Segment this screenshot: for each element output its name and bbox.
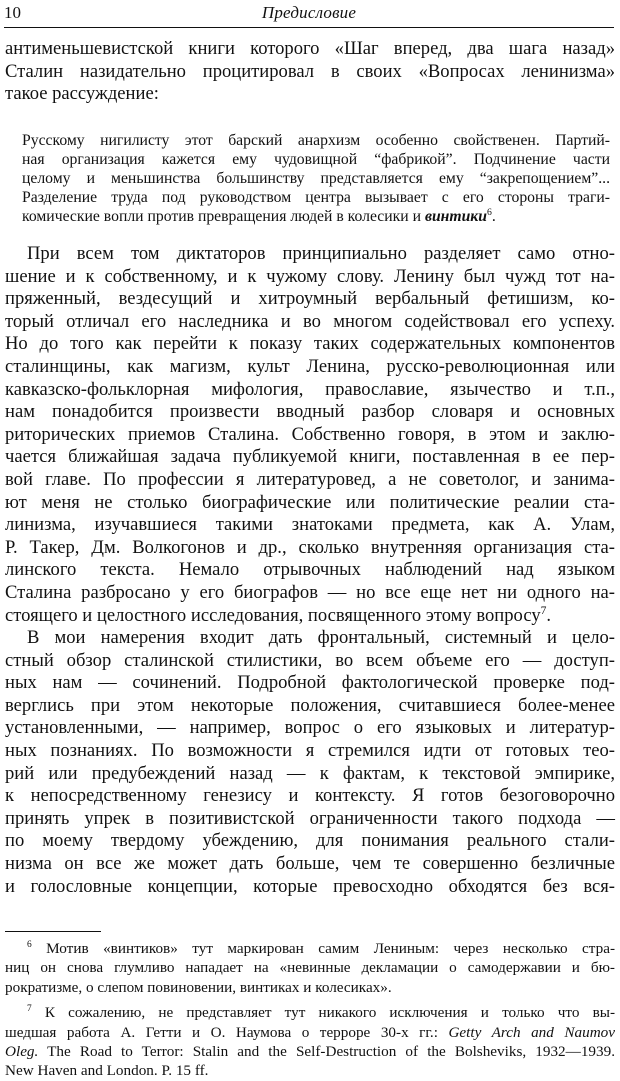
text-line: нам понадобится произвести вводный разбор словаря и основных (5, 401, 615, 423)
text-line: вой главе. По профессии я литературовед, а не советолог, и занима- (5, 468, 615, 490)
text-line: принять упрек в позитивистской ограниченности такого подхода — (5, 807, 615, 829)
text-line: кавказско-фольклорная мифология, православие, язычество и т.п., (5, 378, 615, 400)
running-title: Предисловие (261, 3, 357, 22)
quote-line (22, 207, 610, 226)
footnote-line: ниц он снова глумливо нападает на «невинные декламации о самодержавии и бю- (5, 959, 615, 977)
footnote-authors: Oleg. (5, 1043, 39, 1061)
lead-paragraph (5, 38, 615, 106)
quote-line: Русскому нигилисту этот барский анархизм особенно свойственен. Партий- (22, 132, 610, 149)
footnote-ref-6[interactable]: 6 (486, 206, 492, 218)
text-line: При всем том диктаторов принципиально разделяет само отно- (27, 243, 615, 264)
text-line: линизма, изучавшиеся такими знатоками предмета, как А. Улам, (5, 514, 615, 536)
footnote-ref-7[interactable]: 7 (540, 604, 547, 617)
footnote-line: рократизме, о слепом повиновении, винтиках и колесиках». (5, 978, 392, 996)
footnote-authors: Getty Arch and Naumov (448, 1023, 615, 1041)
footnote-rule (5, 931, 101, 932)
text-line: Сталин назидательно процитировал в своих «Вопросах ленинизма» (5, 60, 615, 82)
text-line: Р. Такер, Дм. Волкогонов и др., сколько внутренняя организация ста- (5, 536, 615, 558)
quote-period: . (491, 208, 496, 225)
page-header (4, 0, 614, 26)
text-line: пряженный, вездесущий и хитроумный вербальный фетишизм, ко- (5, 288, 615, 310)
footnote-text: К сожалению, не представляет тут никакого исключения и только что вы- (31, 1004, 615, 1022)
footnote-line (5, 939, 615, 958)
quote-line: целому и меньшинства большинству представляется ему “закрепощением”... (22, 170, 610, 187)
page-number: 10 (4, 3, 21, 22)
text-line: антименьшевистской книги которого «Шаг вперед, два шага назад» (5, 38, 615, 59)
footnote-6 (5, 939, 615, 997)
footnote-marker: 6 (27, 939, 32, 950)
text-line: риторических приемов Сталина. Собственно говоря, в этом и заклю- (5, 423, 615, 445)
text-line: линского текста. Немало отрывочных наблюдений над языком (5, 559, 615, 581)
text-line: к непосредственному генезису и контексту. Я готов безоговорочно (5, 785, 615, 807)
text-line: ных познаниях. По возможности я стремился идти от готовых тео- (5, 740, 615, 762)
text-line: стный обзор сталинской стилистики, во всем объеме его — доступ- (5, 649, 615, 671)
footnote-line (5, 1003, 615, 1022)
text-line: такое рассуждение: (5, 83, 159, 105)
footnote-line (5, 1042, 615, 1061)
footnote-text: The Road to Terror: Stalin and the Self-Destruction of the Bolsheviks, 1932—1939. (38, 1043, 615, 1061)
footnote-line: New Haven and London. P. 15 ff. (5, 1062, 209, 1080)
quote-emphasis: винтики (424, 208, 487, 225)
header-rule (4, 27, 614, 28)
footnote-7 (5, 1003, 615, 1081)
text-line: рий или предубеждений назад — к фактам, к текстовой эмпирике, (5, 762, 615, 784)
footnote-line (5, 1023, 615, 1042)
text-line: по моему твердому убеждению, для понимания реального стали- (5, 830, 615, 852)
paragraph-1 (5, 243, 615, 627)
text-line: и голословные концепции, которые превосходно обходятся без вся- (5, 875, 615, 897)
footnote-marker: 7 (27, 1004, 32, 1015)
text-line: верглись при этом некоторые положения, считавшиеся более-менее (5, 694, 615, 716)
text-line: Сталина разбросано у его биографов — но все еще нет ни одного на- (5, 581, 615, 603)
text-line: установленными, — например, вопрос о его языковых и литератур- (5, 717, 615, 739)
text-line: шение и к собственному, и к чужому слову. Ленину был чужд тот на- (5, 265, 615, 287)
quote-line: ная организация кажется ему чудовищной “фабрикой”. Подчинение части (22, 151, 610, 168)
text-line (5, 605, 615, 628)
footnotes (5, 939, 615, 1081)
text-fragment: стоящего и целостного исследования, посвященного этому вопросу (5, 604, 541, 626)
main-text (5, 243, 615, 898)
text-line: В мои намерения входит дать фронтальный, системный и цело- (27, 627, 615, 649)
text-line: сталинщины, как магизм, культ Ленина, русско-революционная или (5, 355, 615, 377)
text-line: чается ближайшая задача публикуемой книги, поставленная в ее пер- (5, 446, 615, 468)
text-line: ных нам — сочинений. Подробной фактологической проверке под- (5, 672, 615, 694)
text-line: торый отличал его наследника и во многом содействовал его успеху. (5, 310, 615, 332)
quote-line: Разделение труда под руководством центра вызывает с его стороны траги- (22, 189, 610, 206)
paragraph-2 (5, 627, 615, 898)
footnote-text: Мотив «винтиков» тут маркирован самим Лениным: через несколько стра- (31, 940, 615, 957)
text-period: . (546, 604, 552, 626)
text-line: низма он все же может дать больше, чем те совершенно безличные (5, 853, 615, 875)
text-line: ют меня не столько биографические или политические реалии ста- (5, 491, 615, 513)
footnote-text: шедшая работа А. Гетти и О. Наумова о терроре 30-х гг.: (5, 1023, 449, 1041)
block-quote (22, 131, 610, 226)
text-line: Но до того как перейти к показу таких содержательных компонентов (5, 333, 615, 355)
quote-text: комические вопли против превращения людей в колесики и (22, 208, 425, 225)
